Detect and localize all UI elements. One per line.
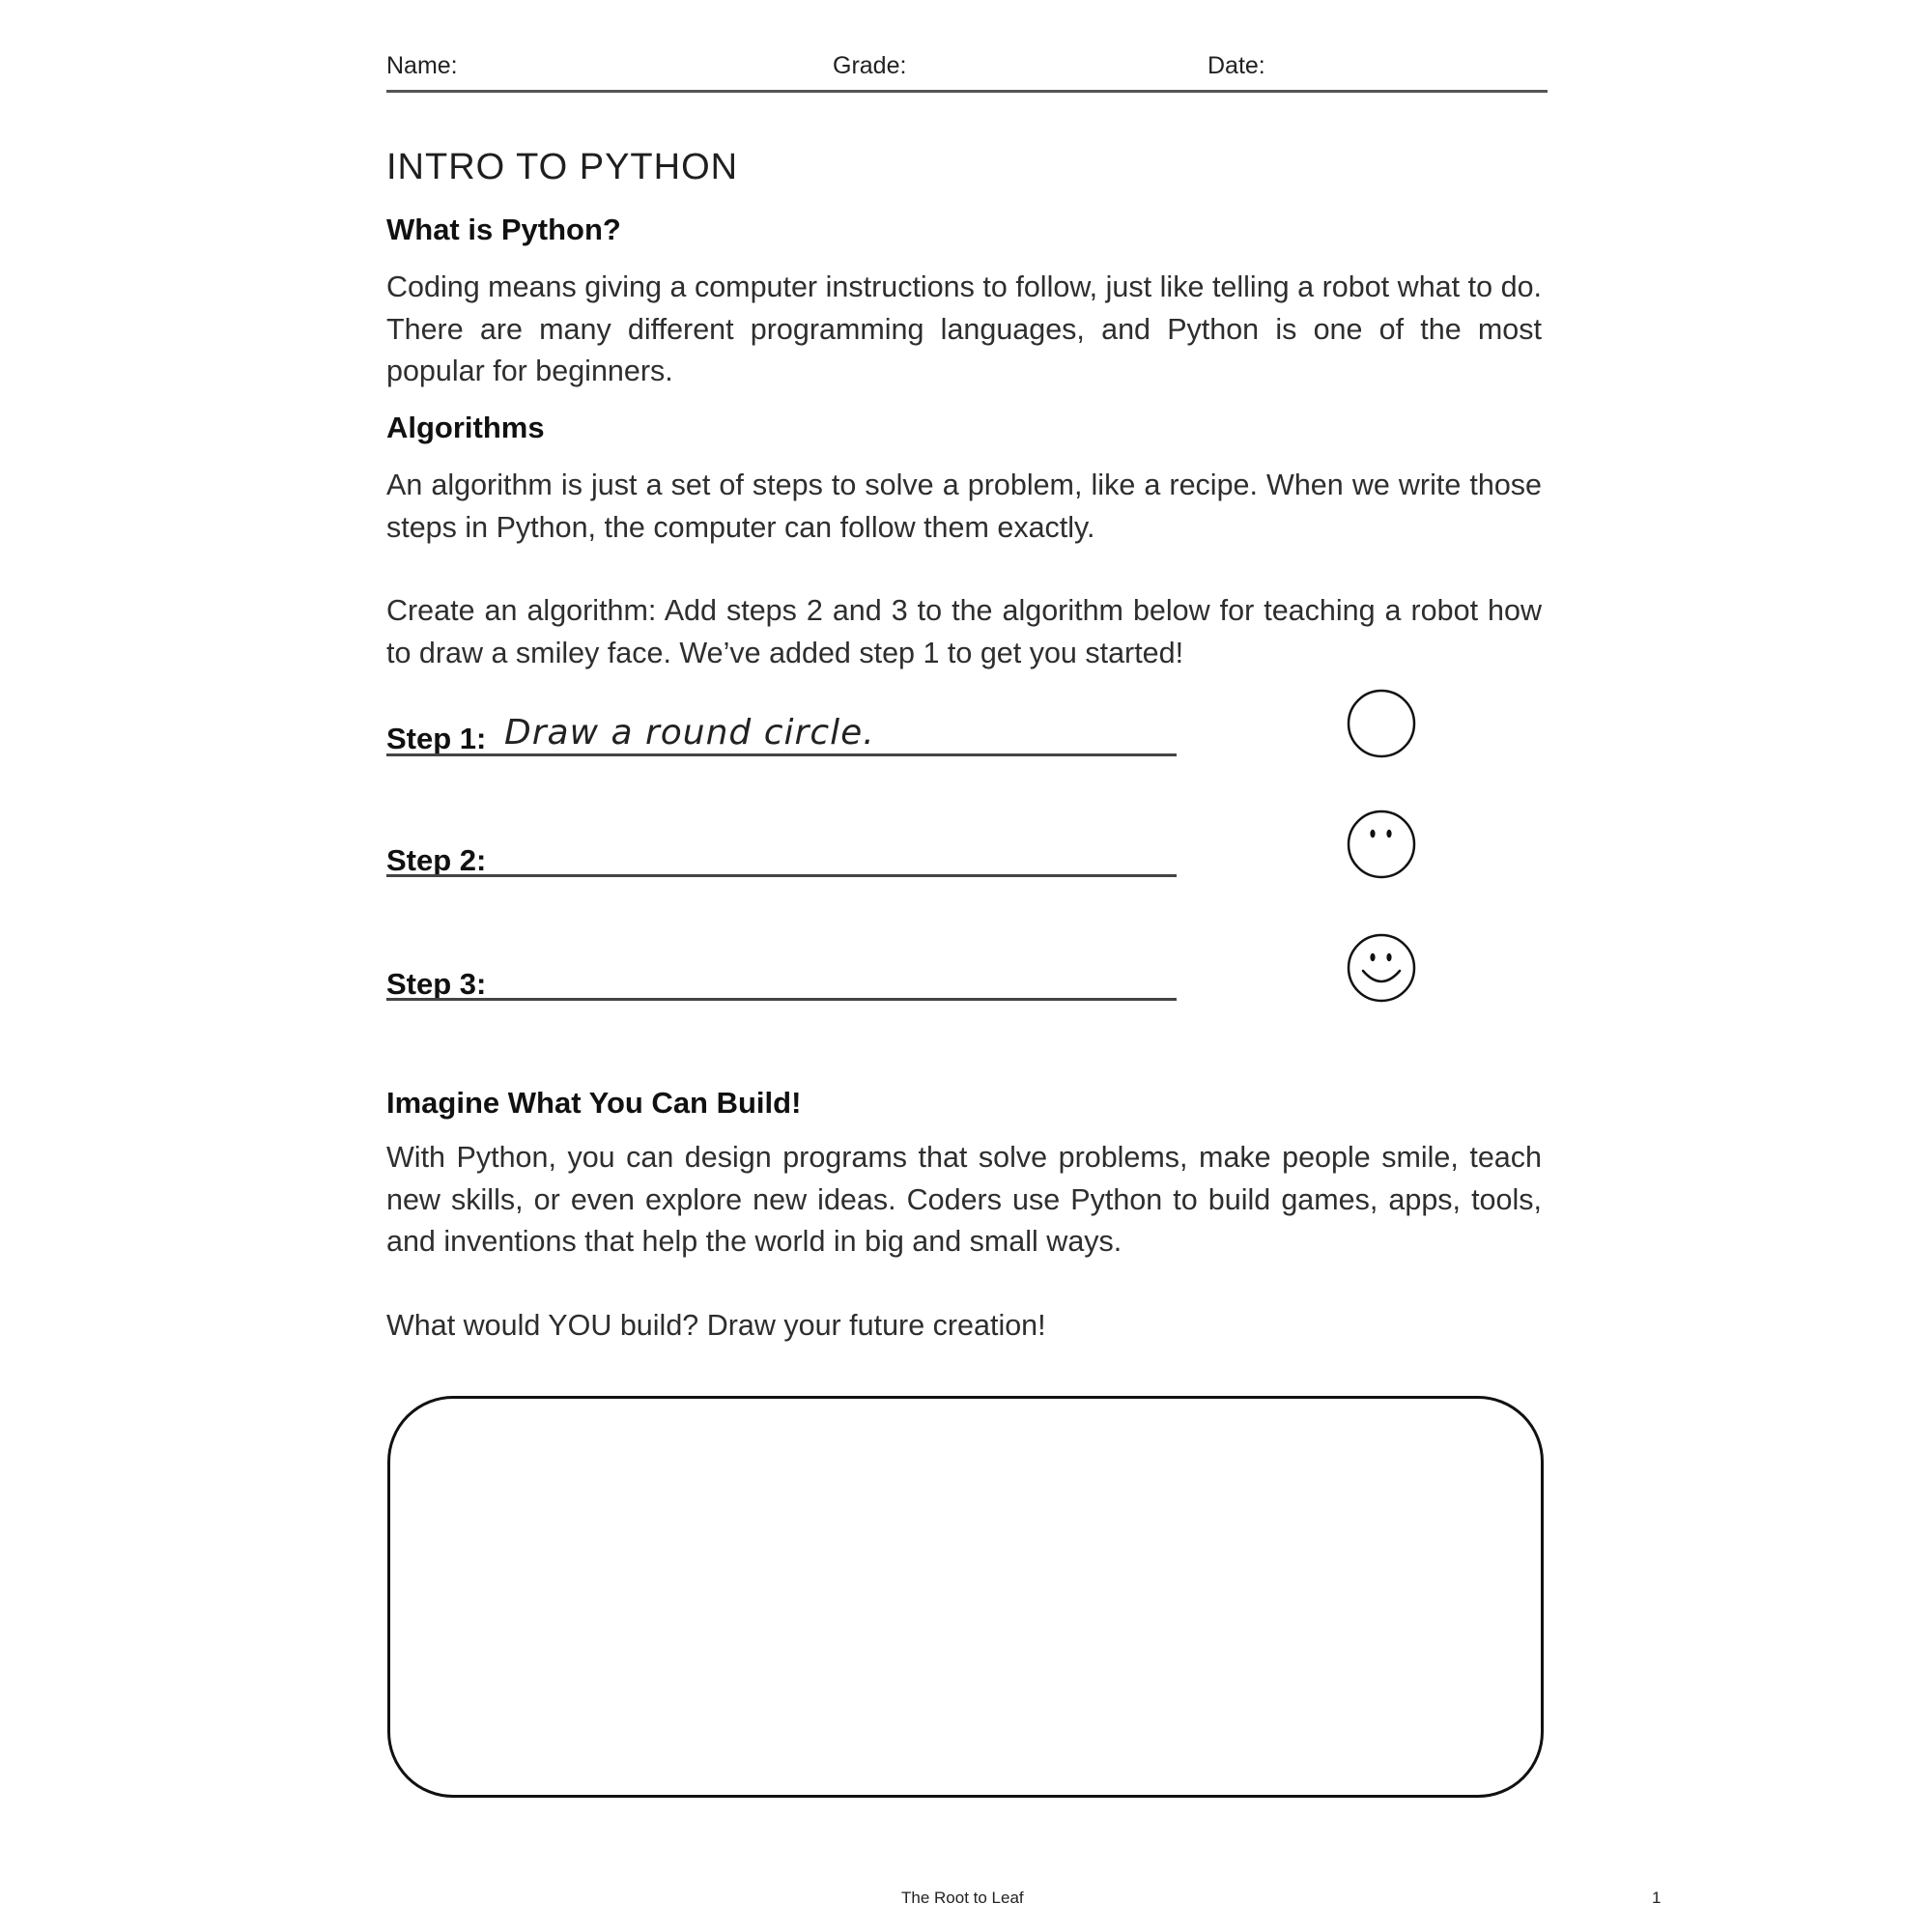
header-rule <box>386 90 1548 93</box>
section-body-algorithms: An algorithm is just a set of steps to solve a problem, like a recipe. When we write those steps in Python, the computer can follow them exactly. <box>386 469 1542 544</box>
page-title: INTRO TO PYTHON <box>386 147 739 187</box>
step-3-answer-line[interactable] <box>386 998 1177 1001</box>
step-2-label: Step 2: <box>386 843 487 877</box>
footer-brand: The Root to Leaf <box>901 1889 1024 1907</box>
step-1-answer-line[interactable] <box>386 753 1177 756</box>
circle-eyes-icon <box>1346 809 1417 880</box>
section-heading-algorithms: Algorithms <box>386 411 545 444</box>
drawing-area[interactable] <box>387 1396 1544 1798</box>
algorithm-prompt: Create an algorithm: Add steps 2 and 3 to the algorithm below for teaching a robot how to draw a smiley face. We’ve added step 1 to get you started! <box>386 594 1542 669</box>
section-heading-imagine: Imagine What You Can Build! <box>386 1086 802 1120</box>
section-body-imagine: With Python, you can design programs that solve problems, make people smile, teach new skills, or even explore new ideas. Coders use Python to build games, apps, tools, and inventions that help the world in big and small ways. <box>386 1141 1542 1258</box>
name-label: Name: <box>386 52 458 79</box>
step-3-label: Step 3: <box>386 967 487 1001</box>
step-1-label: Step 1: <box>386 722 487 755</box>
section-heading-what-is-python: What is Python? <box>386 213 621 246</box>
date-label: Date: <box>1208 52 1265 79</box>
page-number: 1 <box>1652 1889 1662 1907</box>
step-2-answer-line[interactable] <box>386 874 1177 877</box>
smiley-face-icon <box>1346 932 1417 1004</box>
section-body-what-is-python: Coding means giving a computer instructions to follow, just like telling a robot what to do. There are many different programming languages, and Python is one of the most popular for beginners. <box>386 270 1542 387</box>
step-1-answer[interactable]: Draw a round circle. <box>504 713 875 753</box>
empty-circle-icon <box>1346 688 1417 759</box>
drawing-prompt: What would YOU build? Draw your future creation! <box>386 1309 1046 1342</box>
grade-label: Grade: <box>833 52 907 79</box>
